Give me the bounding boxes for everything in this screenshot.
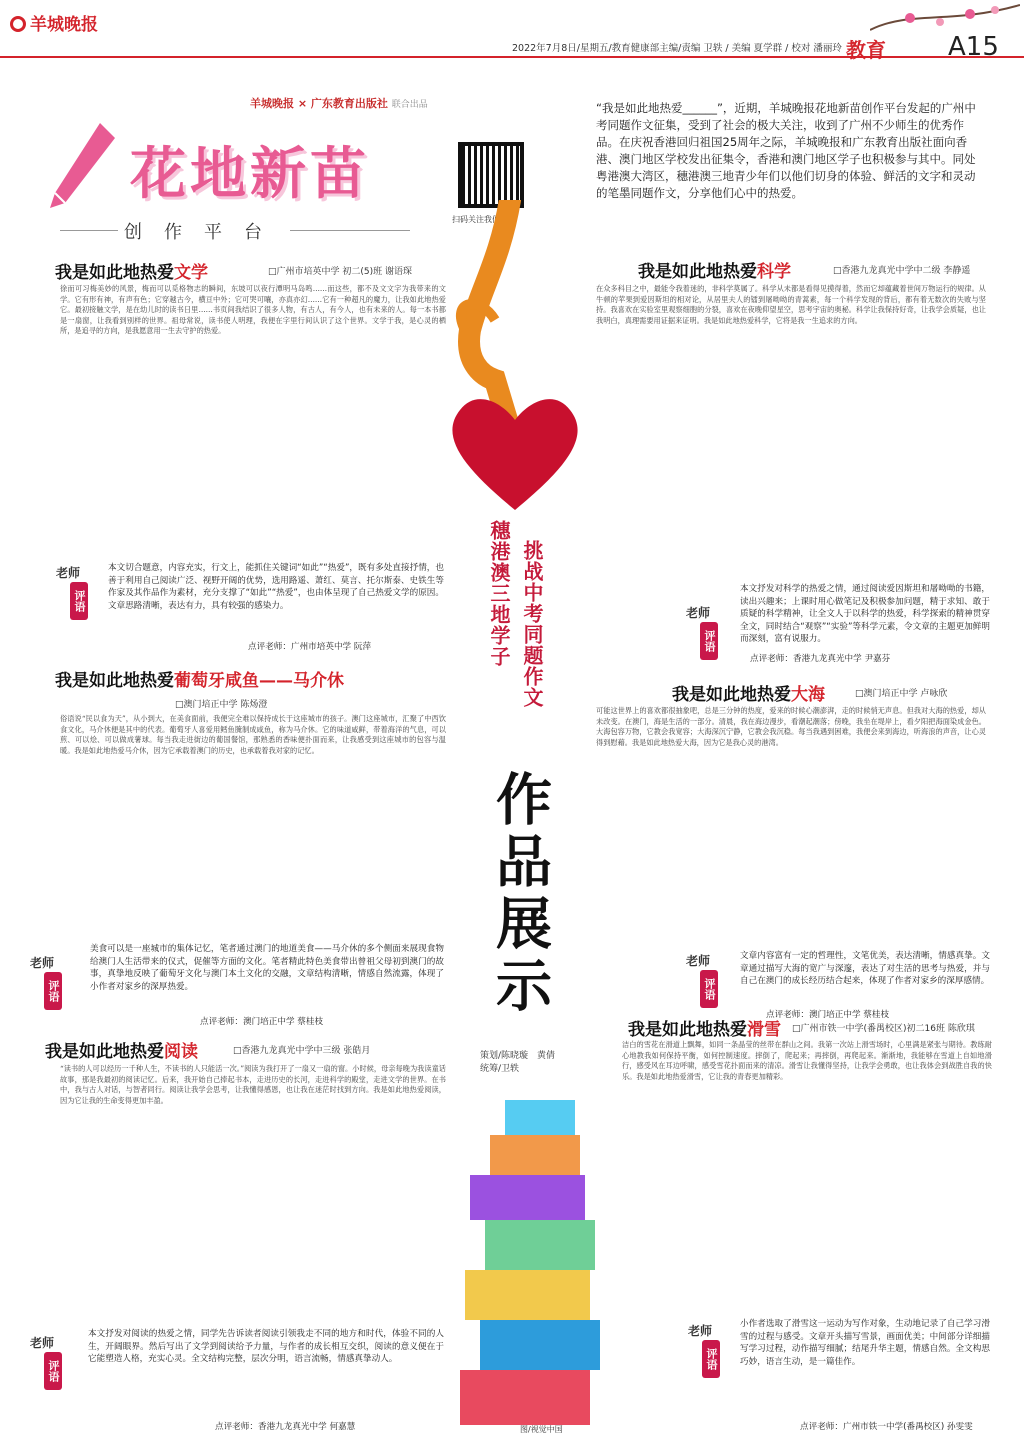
article-author: □澳门培正中学 陈炀澄 bbox=[175, 700, 268, 710]
teacher-comment-badge bbox=[688, 1318, 738, 1380]
hand-heart-icon bbox=[440, 200, 590, 510]
title-topic: 大海 bbox=[791, 685, 825, 705]
article-title-reading bbox=[45, 1037, 198, 1062]
badge-top: 老师 bbox=[30, 1336, 55, 1350]
article-title-bacalhau bbox=[55, 666, 344, 691]
badge-bottom: 评语 bbox=[44, 1352, 62, 1390]
pen-icon bbox=[40, 118, 120, 218]
intro-paragraph: “我是如此地热爱______”，近期，羊城晚报花地新苗创作平台发起的广州中考同题作文征集，受到了社会的极大关注，收到了广州不少师生的优秀作品。在庆祝香港回归祖国25周年之际，羊城晚报和广东教育出版社面向香港、澳门地区学校发出征集令，香港和澳门地区学子也积极参与其中。同处粤港澳大湾区，穗港澳三地青少年们以他们切身的体验、鲜活的文字和灵动的笔墨同题作文，分享他们心中的热爱。 bbox=[596, 101, 976, 200]
section-label: 教育 bbox=[846, 38, 886, 62]
article-author: □广州市培英中学 初二(5)班 谢语琛 bbox=[268, 267, 412, 277]
article-title-skiing bbox=[628, 1015, 781, 1040]
comment-signature: 点评老师：广州市铁一中学(番禺校区) 孙雯雯 bbox=[800, 1422, 973, 1432]
article-body: 俗语说“民以食为天”，从小到大，在美食面前，我便完全难以保持成长于这座城市的孩子。澳门这座城市，汇聚了中西饮食文化，马介休便是其中的代表。葡萄牙人喜爱用鳕鱼腌制成咸鱼，称为马介休。它的味道咸鲜，带着海洋的气息，可以煎、可以烩、可以做成薯球。每当我走进街边的葡国餐馆，那熟悉的香味便扑面而来，让我感受到这座城市的包容与温暖。我是如此地热爱马介休，因为它承载着澳门的历史，也承载着我对家的记忆。 bbox=[60, 714, 446, 755]
comment-signature: 点评老师：澳门培正中学 蔡桂枝 bbox=[200, 1017, 324, 1027]
comment-signature: 点评老师：澳门培正中学 蔡桂枝 bbox=[766, 1010, 890, 1020]
title-topic: 葡萄牙咸鱼——马介休 bbox=[174, 671, 344, 691]
title-topic: 科学 bbox=[757, 262, 791, 282]
page-number: A15 bbox=[948, 32, 999, 62]
title-topic: 文学 bbox=[174, 263, 208, 283]
teacher-comment: 本文抒发对阅读的热爱之情，同学先告诉读者阅读引领我走不同的地方和时代，体验不同的人生，开阔眼界。然后写出了文学到阅读给予力量，与作者的成长相互交织，阅读的意义便在于它能塑造人格，充实心灵。全文结构完整，层次分明，语言流畅，情感真挚动人。 bbox=[88, 1329, 444, 1364]
logo-text: 羊城晚报 bbox=[30, 15, 98, 35]
title-prefix: 我是如此地热爱 bbox=[672, 685, 791, 705]
title-prefix: 我是如此地热爱 bbox=[55, 263, 174, 283]
newspaper-logo bbox=[10, 10, 98, 35]
badge-bottom: 评语 bbox=[700, 622, 718, 660]
partners-line bbox=[250, 95, 428, 111]
teacher-comment-badge bbox=[686, 948, 736, 1010]
badge-top: 老师 bbox=[688, 1324, 713, 1338]
logo-icon bbox=[10, 16, 26, 32]
article-body: “读书的人可以经历一千种人生，不读书的人只能活一次。”阅读为我打开了一扇又一扇的窗。小时候，母亲每晚为我读童话故事，那是我最初的阅读记忆。后来，我开始自己捧起书本，走进历史的长河，走进科学的殿堂，走进文学的世界。在书中，我与古人对话，与智者同行。阅读让我学会思考，让我懂得感恩，也让我在迷茫时找到方向。我是如此地热爱阅读，因为它让我的生命变得更加丰盈。 bbox=[60, 1064, 446, 1105]
article-body: 徐而可习梅美妙的风景，梅而可以觅格物志的瞬间，东坡可以夜行潭明马岛鸣……而这些，都不及文文字为我带来的文学。它有形有神，有声有色；它穿越古今，横亘中外；它可哭可嚷，亦真亦幻……它有一种超凡的魔力，让我如此地热爱它。最初接触文学，是在幼儿时的读书日里……书页间我结识了很多人物，有古人，有今人，也有未来的人。每一本书都是一扇窗，让我看到别样的世界。祖母常说，读书使人明理，我便在字里行间认识了这个世界。文学于我，是心灵的栖所，是追寻的方向，是我愿意用一生去守护的热爱。 bbox=[60, 284, 446, 335]
badge-top: 老师 bbox=[686, 954, 711, 968]
article-author: □香港九龙真光中学中二级 李静遥 bbox=[833, 266, 971, 276]
badge-bottom: 评语 bbox=[70, 582, 88, 620]
badge-bottom: 评语 bbox=[44, 972, 62, 1010]
teacher-comment: 美食可以是一座城市的集体记忆，笔者通过澳门的地道美食——马介休的多个侧面来展现食物给澳门人生活带来的仪式，促催等方面的文化。笔者精此特色美食带出曾祖父母初到澳门的故事，真挚地反映了葡萄牙文化与澳门本土文化的交融，文章结构清晰，情感自然流露，体现了小作者对家乡的深厚热爱。 bbox=[90, 944, 444, 992]
teacher-comment-badge bbox=[686, 600, 736, 662]
section-big-title: 作品展示 bbox=[487, 770, 553, 1018]
article-author: □香港九龙真光中学中三级 张皓月 bbox=[233, 1046, 371, 1056]
hero-subtitle: 创作平台 bbox=[118, 218, 290, 244]
teacher-comment: 本文切合题意，内容充实，行文上，能抓住关键词“如此”“热爱”，既有多处直接抒情，也善于利用自己阅读广泛、视野开阔的优势，选用路遥、萧红、莫言、托尔斯泰、史铁生等作家及其作品作为素材，充分支撑了“如此”“热爱”，也由体呈现了自己热爱文学的原因。文章思路清晰，表达有力，具有较强的感染力。 bbox=[108, 563, 444, 611]
partners-note: 联合出品 bbox=[391, 100, 428, 110]
centre-headline-1: 挑战中考同题作文 bbox=[520, 540, 544, 708]
article-body: 可能这世界上的喜欢都很抽象吧，总是三分钟的热度，爱来的时候心潮澎湃，走的时候悄无声息。但我对大海的热爱，却从未改变。在澳门，海是生活的一部分。清晨，我在海边漫步，看潮起潮落；傍晚，我坐在堤岸上，看夕阳把海面染成金色。大海包容万物，它教会我宽容；大海深沉宁静，它教会我沉稳。每当我遇到困难，我便会来到海边，听海浪的声音，让心灵得到慰藉。我是如此地热爱大海，因为它是我心灵的港湾。 bbox=[596, 706, 986, 747]
stacked-blocks-illustration bbox=[450, 1080, 610, 1430]
badge-top: 老师 bbox=[30, 956, 55, 970]
comment-signature: 点评老师：香港九龙真光中学 何嘉慧 bbox=[215, 1422, 356, 1432]
article-author: □广州市铁一中学(番禺校区)初二16班 陈欣琪 bbox=[792, 1024, 975, 1034]
title-prefix: 我是如此地热爱 bbox=[55, 671, 174, 691]
article-body: 洁白的雪花在滑道上飘舞，如同一条晶莹的丝带在群山之间。我第一次站上滑雪场时，心里满是紧张与期待。教练耐心地教我如何保持平衡，如何控制速度。摔倒了，爬起来；再摔倒，再爬起来。渐渐地，我能够在雪道上自如地滑行，感受风在耳边呼啸，感受雪花扑面而来的清凉。滑雪让我懂得坚持，让我学会勇敢，也让我体会到战胜自我的快乐。我是如此地热爱滑雪，它让我的青春更加精彩。 bbox=[622, 1040, 992, 1081]
qr-label: 扫码关注我们 bbox=[452, 215, 500, 224]
article-title-literature bbox=[55, 258, 208, 283]
title-prefix: 我是如此地热爱 bbox=[628, 1020, 747, 1040]
title-prefix: 我是如此地热爱 bbox=[638, 262, 757, 282]
teacher-comment-badge bbox=[56, 560, 106, 622]
credit-coordination: 统筹/卫轶 bbox=[480, 1064, 520, 1074]
title-topic: 滑雪 bbox=[747, 1020, 781, 1040]
masthead bbox=[0, 0, 1024, 62]
photo-credit: 图/视觉中国 bbox=[520, 1425, 563, 1434]
qr-code[interactable] bbox=[458, 142, 524, 208]
hero-title: 花地新苗 bbox=[130, 142, 370, 207]
article-title-sea bbox=[672, 680, 825, 705]
comment-signature: 点评老师：广州市培英中学 阮萍 bbox=[248, 642, 372, 652]
teacher-comment: 文章内容富有一定的哲理性，文笔优美，表达清晰，情感真挚。文章通过描写大海的宽广与深邃，表达了对生活的思考与热爱，并与自己在澳门的成长经历结合起来，体现了作者对家乡的深厚感情。 bbox=[740, 951, 990, 986]
centre-headline-2: 穗港澳三地学子 bbox=[487, 520, 511, 667]
article-title-science bbox=[638, 257, 791, 282]
article-body: 在众多科目之中，最能令我着迷的，非科学莫属了。科学从未都是看得见摸得着，然而它却蕴藏着世间万物运行的规律。从牛顿的苹果到爱因斯坦的相对论，从居里夫人的镭到屠呦呦的青蒿素，每一个科学发现的背后，都有着无数次的失败与坚持。我喜欢在实验室里观察细胞的分裂，喜欢在夜晚仰望星空，思考宇宙的奥秘。科学让我保持好奇，让我学会质疑，也让我明白，真理需要用证据来证明。我是如此地热爱科学，它将是我一生追求的方向。 bbox=[596, 284, 986, 325]
article-author: □澳门培正中学 卢咏欣 bbox=[855, 689, 948, 699]
teacher-comment-badge bbox=[30, 1330, 80, 1392]
title-topic: 阅读 bbox=[164, 1042, 198, 1062]
teacher-comment: 本文抒发对科学的热爱之情，通过阅读爱因斯坦和屠呦呦的书籍，读出兴趣来；上课时用心做笔记及积极参加问题，精于求知、敢于质疑的科学精神，让全文人于以科学的热爱，科学探索的精神贯穿全文，同时结合“观察”“实验”等科学元素，令文章的主题更加鲜明而深刻，富有说服力。 bbox=[740, 584, 990, 644]
credit-planning: 策划/陈晓璇 黄倩 bbox=[480, 1051, 556, 1061]
badge-bottom: 评语 bbox=[702, 1340, 720, 1378]
partners-names: 羊城晚报 × 广东教育出版社 bbox=[250, 97, 388, 110]
badge-top: 老师 bbox=[56, 566, 81, 580]
editor-credits bbox=[480, 1050, 555, 1076]
teacher-comment-badge bbox=[30, 950, 80, 1012]
comment-signature: 点评老师：香港九龙真光中学 尹嘉芬 bbox=[750, 654, 891, 664]
title-prefix: 我是如此地热爱 bbox=[45, 1042, 164, 1062]
badge-top: 老师 bbox=[686, 606, 711, 620]
teacher-comment: 小作者选取了滑雪这一运动为写作对象，生动地记录了自己学习滑雪的过程与感受。文章开头描写雪景，画面优美；中间部分详细描写学习过程，动作描写细腻；结尾升华主题，情感自然。全文构思巧妙，语言生动，是一篇佳作。 bbox=[740, 1319, 990, 1367]
issue-meta: 2022年7月8日/星期五/教育健康部主编/责编 卫轶 / 美编 夏学群 / 校对 潘丽玲 bbox=[512, 43, 842, 54]
badge-bottom: 评语 bbox=[700, 970, 718, 1008]
